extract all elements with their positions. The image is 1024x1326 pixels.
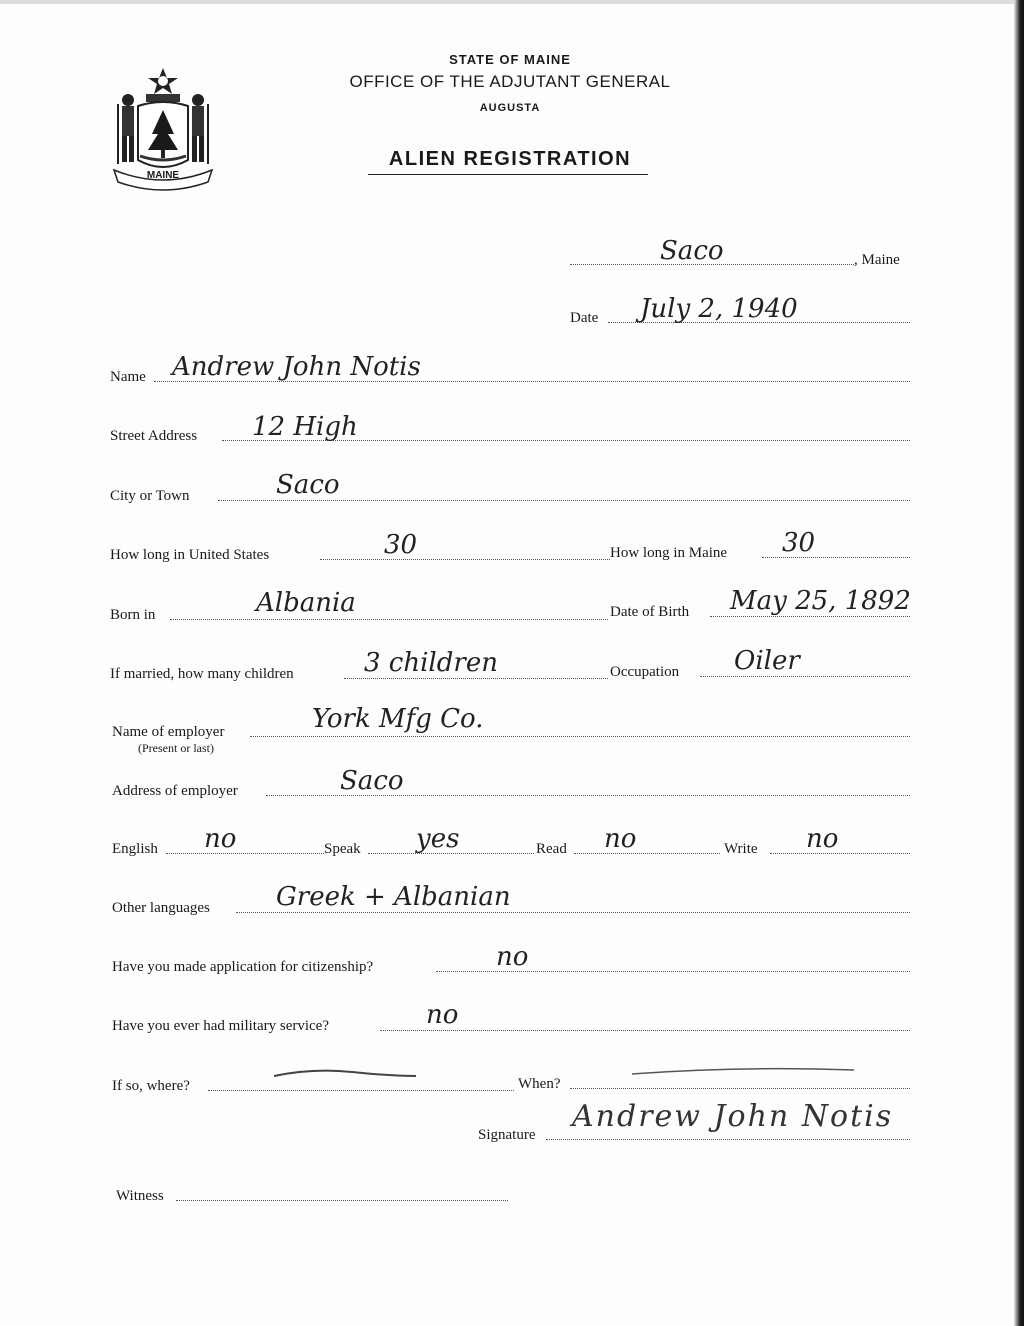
employer-address-value: Saco bbox=[340, 766, 404, 796]
write-value: no bbox=[806, 824, 839, 854]
read-field-line[interactable] bbox=[574, 853, 720, 854]
read-label: Read bbox=[536, 841, 567, 857]
dob-value: May 25, 1892 bbox=[730, 586, 911, 616]
header-state: STATE OF MAINE bbox=[449, 52, 571, 67]
street-value: 12 High bbox=[252, 412, 358, 442]
header-city: AUGUSTA bbox=[479, 102, 541, 114]
employer-sublabel: (Present or last) bbox=[138, 741, 214, 755]
header-office: OFFICE OF THE ADJUTANT GENERAL bbox=[349, 72, 671, 91]
when-label: When? bbox=[518, 1076, 561, 1092]
born-in-label: Born in bbox=[110, 607, 156, 623]
occupation-label: Occupation bbox=[610, 664, 680, 680]
date-label: Date bbox=[570, 310, 599, 326]
dob-label: Date of Birth bbox=[610, 604, 690, 620]
city-label: City or Town bbox=[110, 488, 190, 504]
english-field-line[interactable] bbox=[166, 853, 324, 854]
witness-label: Witness bbox=[116, 1188, 164, 1204]
employer-field-line[interactable] bbox=[250, 736, 910, 737]
page-edge-top bbox=[0, 0, 1024, 4]
born-in-field-line[interactable] bbox=[170, 619, 608, 620]
write-field-line[interactable] bbox=[770, 853, 910, 854]
witness-field-line[interactable] bbox=[176, 1200, 508, 1201]
read-value: no bbox=[604, 824, 637, 854]
years-maine-value: 30 bbox=[782, 528, 816, 558]
occupation-value: Oiler bbox=[734, 646, 800, 676]
employer-label: Name of employer bbox=[112, 724, 225, 740]
city-value: Saco bbox=[276, 470, 340, 500]
children-label: If married, how many children bbox=[110, 666, 294, 682]
form-title: ALIEN REGISTRATION bbox=[388, 148, 632, 170]
when-field-line[interactable] bbox=[570, 1088, 910, 1089]
other-languages-value: Greek + Albanian bbox=[276, 882, 511, 912]
place-label: , Maine bbox=[854, 252, 900, 268]
page-edge-right bbox=[1014, 0, 1024, 1326]
speak-value: yes bbox=[416, 824, 460, 854]
occupation-field-line[interactable] bbox=[700, 676, 910, 677]
years-us-value: 30 bbox=[384, 530, 418, 560]
signature-value: Andrew John Notis bbox=[572, 1099, 894, 1134]
write-label: Write bbox=[724, 841, 758, 857]
speak-label: Speak bbox=[324, 841, 361, 857]
where-field-line[interactable] bbox=[208, 1090, 514, 1091]
born-in-value: Albania bbox=[256, 588, 356, 618]
years-maine-label: How long in Maine bbox=[610, 545, 728, 561]
when-dash-mark bbox=[630, 1062, 856, 1082]
where-label: If so, where? bbox=[112, 1078, 190, 1094]
military-field-line[interactable] bbox=[380, 1030, 910, 1031]
citizenship-value: no bbox=[496, 942, 529, 972]
signature-label: Signature bbox=[478, 1127, 536, 1143]
employer-value: York Mfg Co. bbox=[312, 704, 484, 734]
years-us-label: How long in United States bbox=[110, 547, 270, 563]
signature-field-line[interactable] bbox=[546, 1139, 910, 1140]
date-value: July 2, 1940 bbox=[640, 294, 798, 324]
military-label: Have you ever had military service? bbox=[112, 1018, 329, 1034]
english-label: English bbox=[112, 841, 158, 857]
other-languages-field-line[interactable] bbox=[236, 912, 910, 913]
name-value: Andrew John Notis bbox=[172, 352, 421, 382]
place-value: Saco bbox=[660, 236, 724, 266]
city-field-line[interactable] bbox=[218, 500, 910, 501]
children-field-line[interactable] bbox=[344, 678, 608, 679]
other-languages-label: Other languages bbox=[112, 900, 210, 916]
where-dash-mark bbox=[272, 1064, 418, 1084]
english-value: no bbox=[204, 824, 237, 854]
employer-address-label: Address of employer bbox=[112, 783, 238, 799]
seal-banner-text: MAINE bbox=[146, 170, 180, 181]
title-underline bbox=[368, 174, 648, 175]
street-label: Street Address bbox=[110, 428, 198, 444]
dob-field-line[interactable] bbox=[710, 616, 910, 617]
name-label: Name bbox=[110, 369, 146, 385]
military-value: no bbox=[426, 1000, 459, 1030]
citizenship-label: Have you made application for citizenship? bbox=[112, 959, 374, 975]
years-us-field-line[interactable] bbox=[320, 559, 610, 560]
children-value: 3 children bbox=[364, 648, 498, 678]
